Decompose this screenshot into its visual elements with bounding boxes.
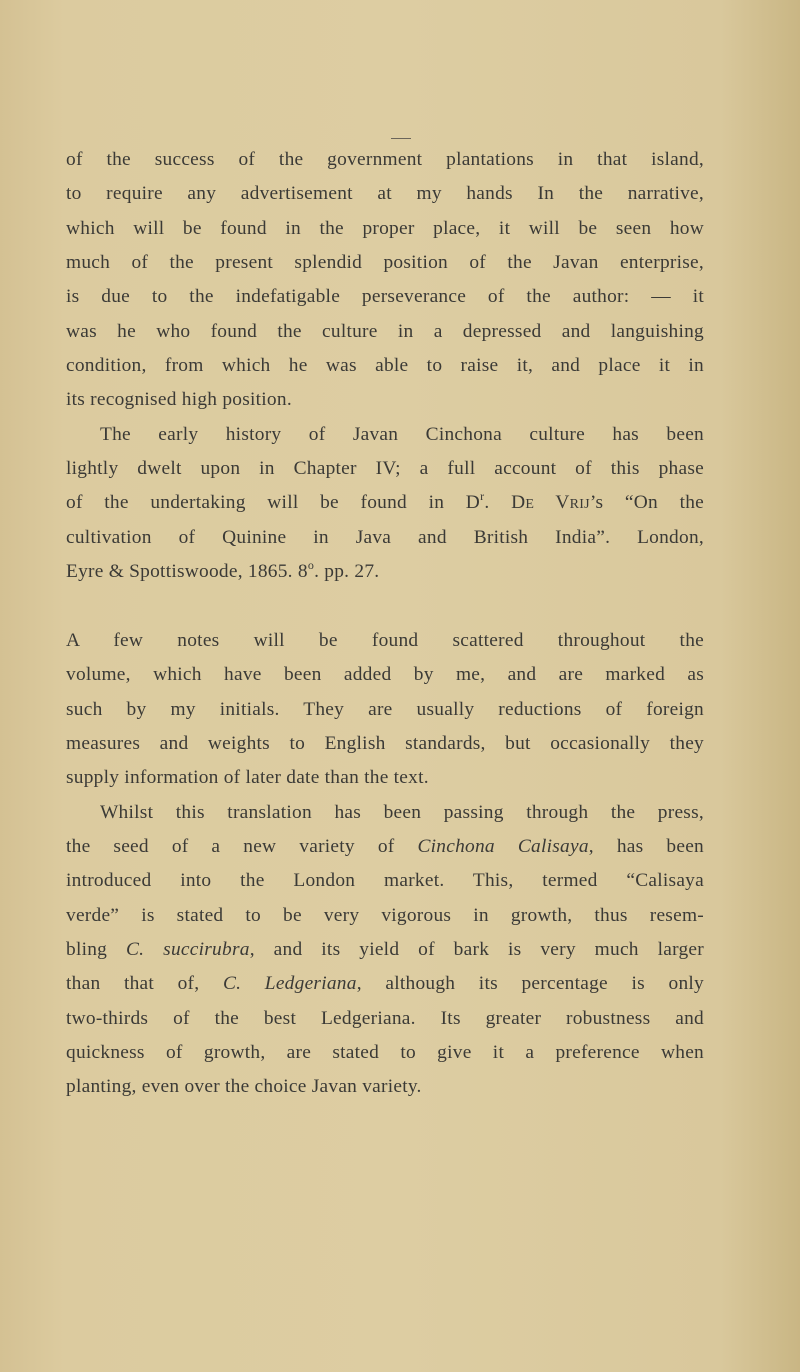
text-line: planting, even over the choice Javan variety. <box>66 1076 422 1098</box>
text-line: Whilst this translation has been passing through the press, <box>100 801 704 823</box>
page-text <box>66 143 704 1105</box>
paragraph-1 <box>66 143 704 418</box>
text-segment: than that of, <box>66 973 223 995</box>
text-line <box>66 830 704 864</box>
italic-species-name: C. succirubra <box>126 938 250 960</box>
text-line: two-thirds of the best Ledgeriana. Its greater robustness and <box>66 1007 704 1029</box>
text-line: The early history of Javan Cinchona culture has been <box>100 423 704 445</box>
text-line: measures and weights to English standards, but occasionally they <box>66 732 704 754</box>
text-segment: the seed of a new variety of <box>66 835 418 857</box>
superscript: o <box>307 557 315 572</box>
text-line: which will be found in the proper place, it will be seen how <box>66 217 704 239</box>
text-line: condition, from which he was able to raise it, and place it in <box>66 355 704 377</box>
text-segment: . pp. 27. <box>314 561 380 583</box>
paragraph-2 <box>66 418 704 590</box>
superscript: r <box>480 488 485 503</box>
paragraph-4 <box>66 796 704 1105</box>
text-line: A few notes will be found scattered throughout the <box>66 629 704 651</box>
text-line: verde” is stated to be very vigorous in growth, thus resem- <box>66 904 704 926</box>
text-line <box>66 967 704 1001</box>
text-line: its recognised high position. <box>66 389 292 411</box>
text-segment: Eyre & Spottiswoode, 1865. 8 <box>66 561 308 583</box>
text-line <box>66 555 704 589</box>
text-segment: . <box>484 492 512 514</box>
text-line: volume, which have been added by me, and are marked as <box>66 664 704 686</box>
text-line: lightly dwelt upon in Chapter IV; a full account of this phase <box>66 458 704 480</box>
text-segment: of the undertaking will be found in D <box>66 492 481 514</box>
text-segment: , although its percentage is only <box>356 973 704 995</box>
text-segment: , has been <box>588 835 705 857</box>
text-line: such by my initials. They are usually reductions of foreign <box>66 698 704 720</box>
paragraph-gap <box>66 589 704 623</box>
text-line <box>66 486 704 520</box>
text-line: supply information of later date than the text. <box>66 767 429 789</box>
page-top-mark <box>391 138 411 139</box>
text-line: cultivation of Quinine in Java and British India”. London, <box>66 526 704 548</box>
paragraph-3 <box>66 624 704 796</box>
author-name-small-caps: De Vrij <box>511 492 590 514</box>
text-line: to require any advertisement at my hands In the narrative, <box>66 183 704 205</box>
text-line: much of the present splendid position of the Javan enterprise, <box>66 252 704 274</box>
italic-species-name: C. Ledgeriana <box>222 973 357 995</box>
text-line: is due to the indefatigable perseverance of the author: — it <box>66 286 704 308</box>
text-line: was he who found the culture in a depressed and languishing <box>66 320 704 342</box>
text-line: quickness of growth, are stated to give it a preference when <box>66 1041 704 1063</box>
italic-species-name: Cinchona Calisaya <box>417 835 589 857</box>
text-line: introduced into the London market. This, termed “Calisaya <box>66 870 704 892</box>
text-line: of the success of the government plantations in that island, <box>66 149 704 170</box>
text-segment: , and its yield of bark is very much larger <box>249 938 704 960</box>
text-segment: ’s “On the <box>589 492 705 514</box>
text-line <box>66 933 704 967</box>
text-segment: bling <box>66 938 126 960</box>
